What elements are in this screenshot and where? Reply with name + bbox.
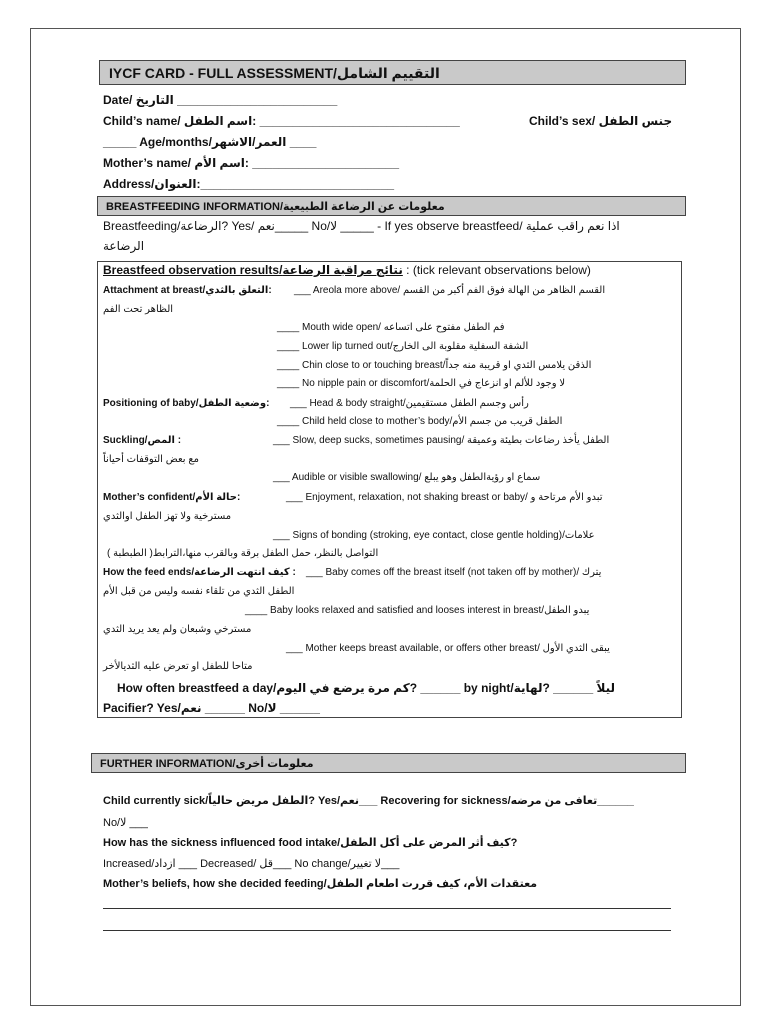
- attachment-item-1-cont: الظاهر تحت الفم: [103, 304, 174, 315]
- mother-name-field[interactable]: Mother’s name/ اسم الأم: ______________________: [103, 156, 400, 170]
- age-field[interactable]: _____ Age/months/العمر/الاشهر ____: [103, 135, 317, 149]
- breastfeeding-question-cont: الرضاعة: [103, 239, 145, 253]
- feed-end-item-1-cont: الطفل الثدي من تلقاء نفسه وليس من قبل الأم: [103, 586, 295, 597]
- positioning-item-1[interactable]: ___ Head & body straight/رأس وجسم الطفل مستقيمين: [290, 398, 529, 409]
- breastfeeding-section-header: BREASTFEEDING INFORMATION/معلومات عن الرضاعة الطبيعية: [97, 196, 686, 216]
- suckling-item-2[interactable]: ___ Audible or visible swallowing/ سماع او رؤيةالطفل وهو يبلع: [273, 472, 541, 483]
- confident-item-1-cont: مسترخية ولا تهز الطفل اوالثدي: [103, 511, 232, 522]
- feed-end-item-1[interactable]: ___ Baby comes off the breast itself (not taken off by mother)/ يترك: [306, 567, 602, 578]
- child-sick-question[interactable]: Child currently sick/الطفل مريض حالياً? Yes/نعم___ Recovering for sickness/تعافى من مرضه______: [103, 795, 634, 807]
- confident-label: Mother’s confident/حالة الأم:: [103, 492, 241, 503]
- attachment-item-5[interactable]: ____ No nipple pain or discomfort/لا وجود للألم او انزعاج في الحلمة: [277, 378, 566, 389]
- address-field[interactable]: Address/العنوان:_____________________________: [103, 177, 395, 191]
- card-title: IYCF CARD - FULL ASSESSMENT/التقييم الشامل: [99, 60, 686, 85]
- positioning-label: Positioning of baby/وضعية الطفل:: [103, 398, 270, 409]
- food-intake-question: How has the sickness influenced food intake/كيف أثر المرض على أكل الطفل?: [103, 837, 518, 849]
- feed-end-item-2[interactable]: ____ Baby looks relaxed and satisfied and looses interest in breast/يبدو الطفل: [245, 605, 590, 616]
- observation-heading-row: [103, 263, 591, 277]
- answer-line-1[interactable]: [103, 908, 671, 909]
- attachment-item-3[interactable]: ____ Lower lip turned out/الشفة السفلية مقلوبة الى الخارج: [277, 341, 529, 352]
- mother-beliefs-question: Mother’s beliefs, how she decided feeding/معتقدات الأم، كيف قررت اطعام الطفل: [103, 878, 538, 890]
- attachment-item-4[interactable]: ____ Chin close to or touching breast/الذقن يلامس الثدي او قريبة منه جداً: [277, 360, 592, 371]
- food-intake-options[interactable]: Increased/ازداد ___ Decreased/ قل___ No change/لا تغيير___: [103, 858, 400, 870]
- further-section-header: FURTHER INFORMATION/معلومات أخرى: [91, 753, 686, 773]
- feed-end-item-3[interactable]: ___ Mother keeps breast available, or offers other breast/ يبقى الثدي الأول: [286, 643, 610, 654]
- suckling-label: Suckling/المص :: [103, 435, 182, 446]
- confident-item-1[interactable]: ___ Enjoyment, relaxation, not shaking breast or baby/ تبدو الأم مرتاحة و: [286, 492, 603, 503]
- answer-line-2[interactable]: [103, 930, 671, 931]
- confident-item-2[interactable]: ___ Signs of bonding (stroking, eye contact, close gentle holding)/علامات: [273, 530, 595, 541]
- confident-item-2-cont: ( التواصل بالنظر، حمل الطفل برقة وبالقرب منها،الترابط( الطبطبة: [107, 548, 379, 559]
- feed-end-item-3-cont: متاحا للطفل او تعرض عليه الثديالأخر: [103, 661, 253, 672]
- attachment-item-1[interactable]: ___ Areola more above/ القسم الظاهر من الهالة فوق الفم أكبر من القسم: [294, 285, 606, 296]
- child-name-field[interactable]: Child’s name/ اسم الطفل: ______________________________: [103, 114, 460, 128]
- suckling-item-1-cont: مع بعض التوقفات أحياناً: [103, 454, 200, 465]
- child-sex-field[interactable]: Child’s sex/ جنس الطفل: [529, 114, 673, 128]
- suckling-item-1[interactable]: ___ Slow, deep sucks, sometimes pausing/ الطفل يأخذ رضاعات بطيئة وعميقة: [273, 435, 610, 446]
- feed-end-label: How the feed ends/كيف انتهت الرضاعة :: [103, 567, 296, 578]
- feed-end-item-2-cont: مسترخي وشبعان ولم يعد يريد الثدي: [103, 624, 252, 635]
- attachment-item-2[interactable]: ____ Mouth wide open/ فم الطفل مفتوح على اتساعه: [277, 322, 505, 333]
- positioning-item-2[interactable]: ____ Child held close to mother’s body/الطفل قريب من جسم الأم: [277, 416, 563, 427]
- attachment-label: Attachment at breast/التعلق بالثدي:: [103, 285, 272, 296]
- observation-heading: Breastfeed observation results/نتائج مراقبة الرضاعة: [103, 263, 403, 277]
- pacifier-field[interactable]: Pacifier? Yes/نعم ______ No/لا ______: [103, 701, 320, 715]
- observation-note: : (tick relevant observations below): [402, 263, 591, 277]
- date-field[interactable]: Date/ التاريخ ________________________: [103, 93, 338, 107]
- feeding-frequency[interactable]: How often breastfeed a day/كم مرة يرضع في اليوم? ______ by night/ليلاً ______ ?لهاية: [117, 681, 616, 695]
- breastfeeding-question[interactable]: Breastfeeding/الرضاعة? Yes/ نعم_____ No/لا _____ - If yes observe breastfeed/ اذا نعم راقب عملية: [103, 219, 620, 233]
- child-sick-no[interactable]: No/لا ___: [103, 817, 148, 829]
